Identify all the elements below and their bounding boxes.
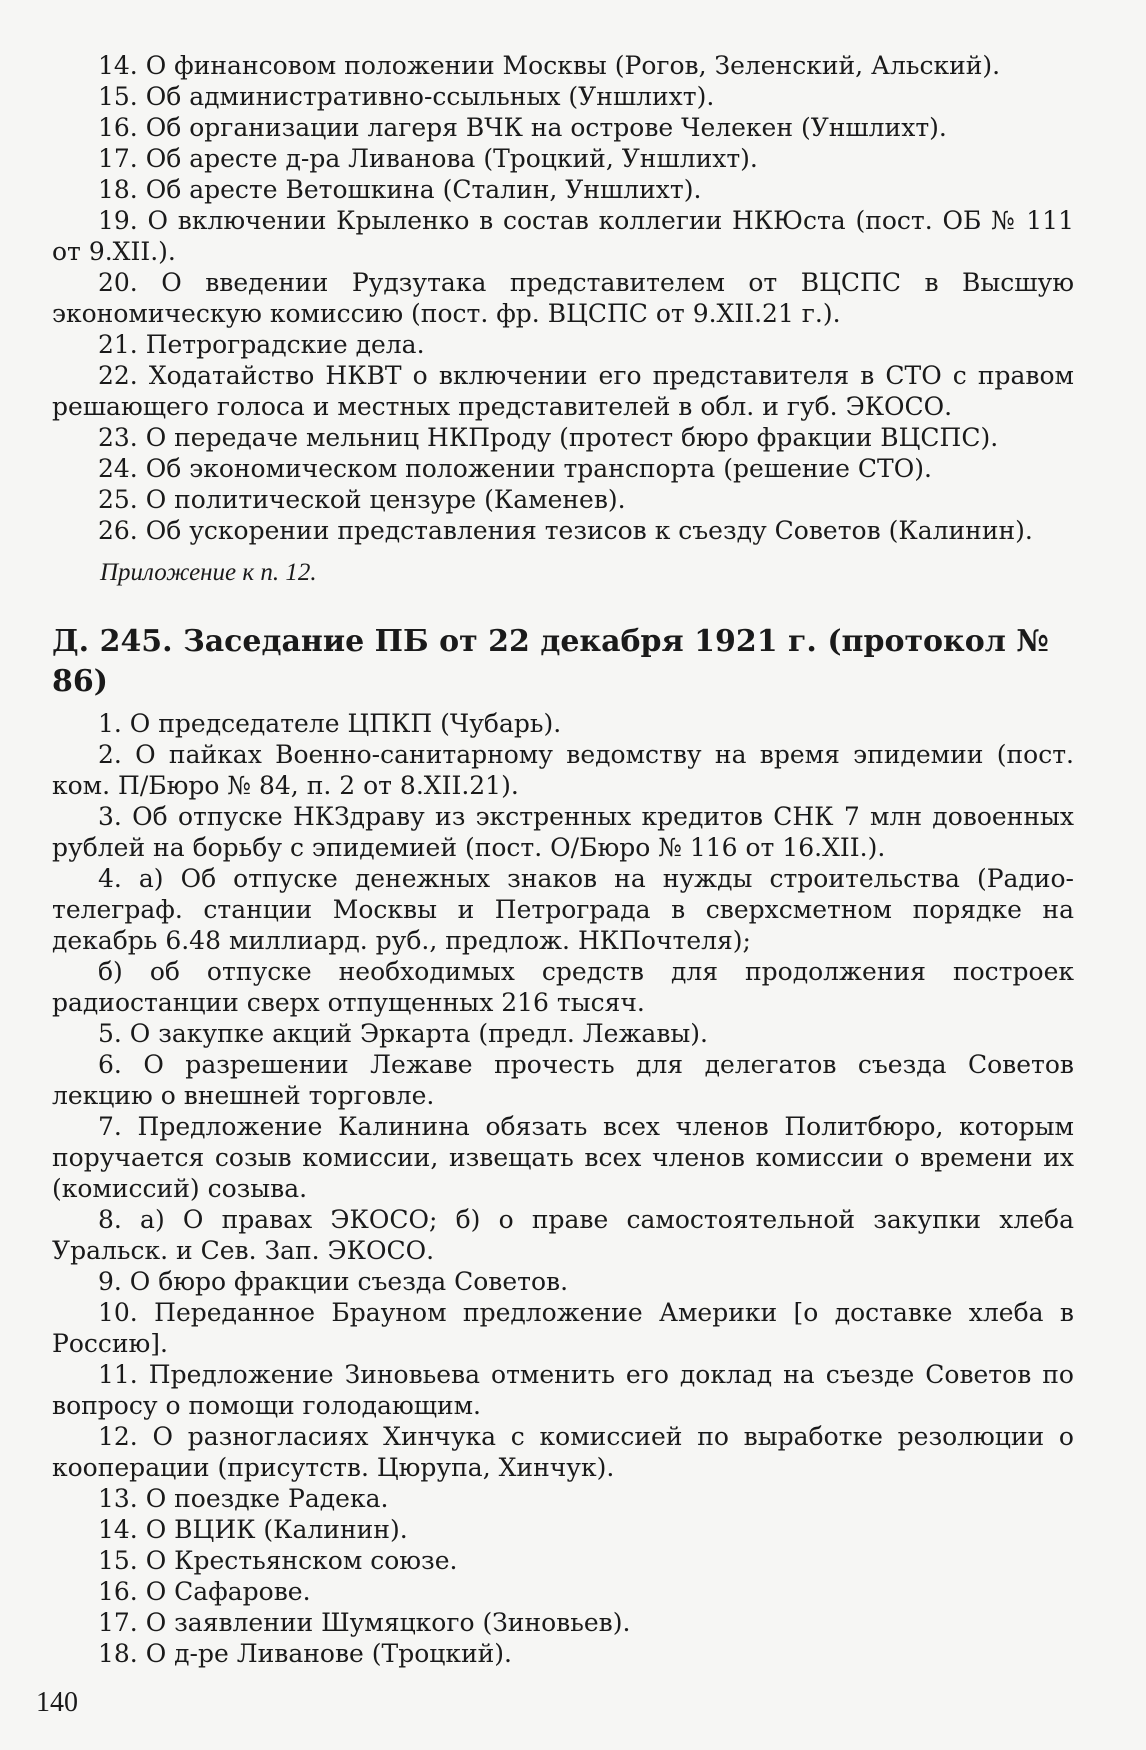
list-item: 25. О политической цензуре (Каменев). — [98, 485, 626, 514]
list-item: 21. Петроградские дела. — [98, 330, 425, 359]
list-item: 22. Ходатайство НКВТ о включении его представителя в СТО с правом решающего голоса и местных представителей в обл. и губ. ЭКОСО. — [52, 361, 1074, 421]
page-content — [52, 50, 1074, 1669]
list-item: 12. О разногласиях Хинчука с комиссией по выработке резолюции о кооперации (присутств. Цюрупа, Хинчук). — [52, 1422, 1074, 1482]
appendix-note: Приложение к п. 12. — [100, 559, 317, 586]
list-item: б) об отпуске необходимых средств для продолжения построек радиостанции сверх отпущенных 216 тысяч. — [52, 957, 1074, 1017]
list-item: 16. Об организации лагеря ВЧК на острове Челекен (Уншлихт). — [98, 113, 947, 142]
list-item: 4. а) Об отпуске денежных знаков на нужды строительства (Радио-телеграф. станции Москвы и Петрограда в сверхсметном порядке на декабрь 6.48 миллиард. руб., предлож. НКПочтеля); — [52, 864, 1074, 955]
agenda-list — [52, 708, 1074, 1669]
list-item: 20. О введении Рудзутака представителем от ВЦСПС в Высшую экономическую комиссию (пост. фр. ВЦСПС от 9.XII.21 г.). — [52, 268, 1074, 328]
list-item: 7. Предложение Калинина обязать всех членов Политбюро, которым поручается созыв комиссии, извещать всех членов комиссии о времени их (комиссий) созыва. — [52, 1112, 1074, 1203]
list-item: 19. О включении Крыленко в состав коллегии НКЮста (пост. ОБ № 111 от 9.XII.). — [52, 206, 1074, 266]
list-item: 24. Об экономическом положении транспорта (решение СТО). — [98, 454, 932, 483]
list-item: 15. О Крестьянском союзе. — [98, 1546, 458, 1575]
list-item: 14. О ВЦИК (Калинин). — [98, 1515, 408, 1544]
agenda-list-continued — [52, 50, 1074, 546]
list-item: 3. Об отпуске НКЗдраву из экстренных кредитов СНК 7 млн довоенных рублей на борьбу с эпидемией (пост. О/Бюро № 116 от 16.XII.). — [52, 802, 1074, 862]
list-item: 10. Переданное Брауном предложение Америки [о доставке хлеба в Россию]. — [52, 1298, 1074, 1358]
list-item: 18. Об аресте Ветошкина (Сталин, Уншлихт). — [98, 175, 702, 204]
list-item: 6. О разрешении Лежаве прочесть для делегатов съезда Советов лекцию о внешней торговле. — [52, 1050, 1074, 1110]
page-number: 140 — [36, 1687, 78, 1718]
list-item: 16. О Сафарове. — [98, 1577, 311, 1606]
list-item: 14. О финансовом положении Москвы (Рогов, Зеленский, Альский). — [98, 51, 1001, 80]
list-item: 18. О д-ре Ливанове (Троцкий). — [98, 1639, 512, 1668]
list-item: 1. О председателе ЦПКП (Чубарь). — [98, 709, 562, 738]
list-item: 2. О пайках Военно-санитарному ведомству на время эпидемии (пост. ком. П/Бюро № 84, п. 2 от 8.XII.21). — [52, 740, 1074, 800]
list-item: 17. О заявлении Шумяцкого (Зиновьев). — [98, 1608, 631, 1637]
list-item: 13. О поездке Радека. — [98, 1484, 389, 1513]
list-item: 26. Об ускорении представления тезисов к съезду Советов (Калинин). — [98, 516, 1033, 545]
list-item: 8. а) О правах ЭКОСО; б) о праве самостоятельной закупки хлеба Уральск. и Сев. Зап. ЭКОСО. — [52, 1205, 1074, 1265]
list-item: 17. Об аресте д-ра Ливанова (Троцкий, Уншлихт). — [98, 144, 758, 173]
list-item: 11. Предложение Зиновьева отменить его доклад на съезде Советов по вопросу о помощи голодающим. — [52, 1360, 1074, 1420]
list-item: 15. Об административно-ссыльных (Уншлихт). — [98, 82, 715, 111]
list-item: 5. О закупке акций Эркарта (предл. Лежавы). — [98, 1019, 708, 1048]
section-heading: Д. 245. Заседание ПБ от 22 декабря 1921 г. (протокол № 86) — [52, 624, 1049, 699]
list-item: 9. О бюро фракции съезда Советов. — [98, 1267, 569, 1296]
list-item: 23. О передаче мельниц НКПроду (протест бюро фракции ВЦСПС). — [98, 423, 999, 452]
